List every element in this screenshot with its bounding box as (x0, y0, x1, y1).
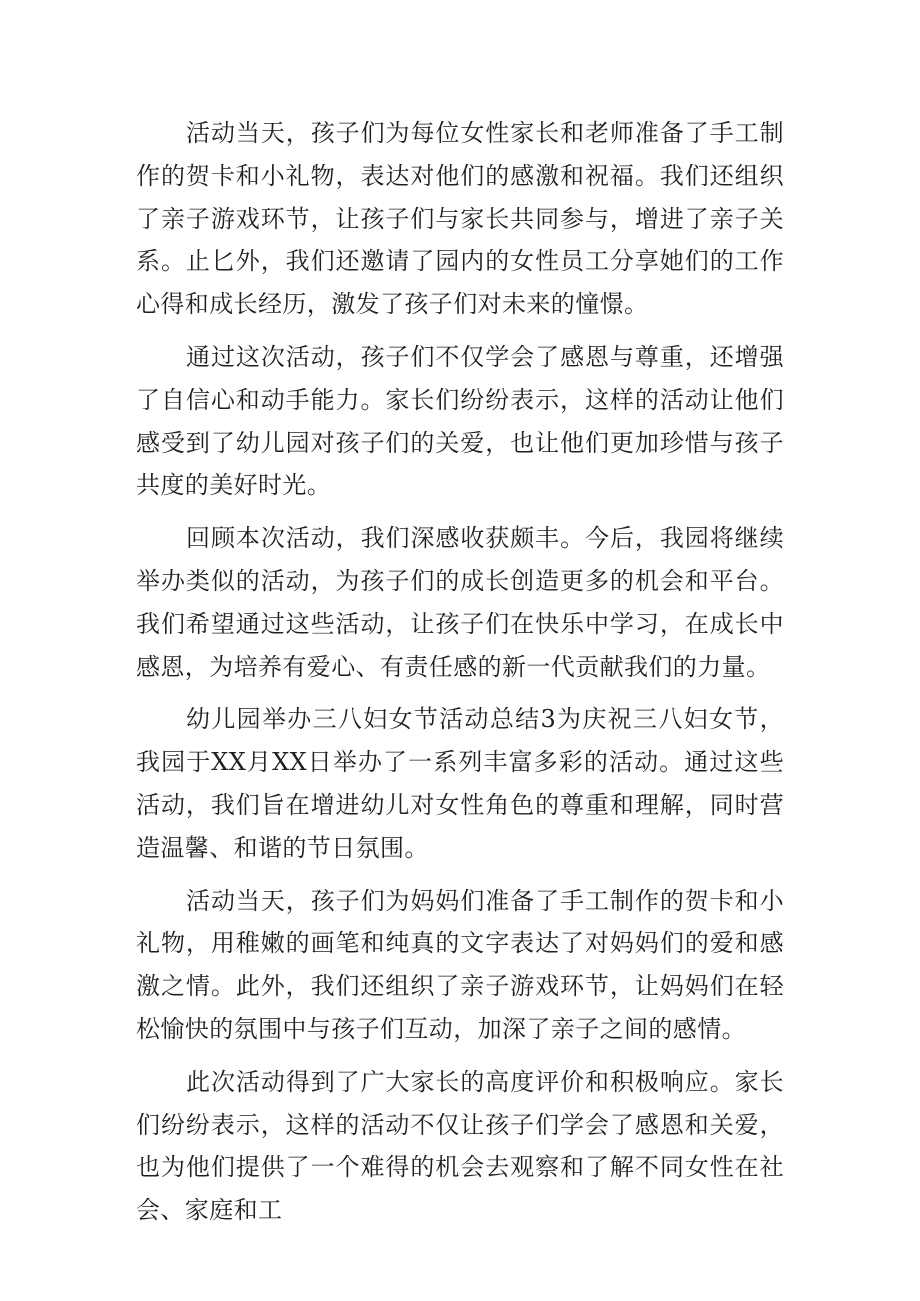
paragraph-6: 此次活动得到了广大家长的高度评价和积极响应。家长们纷纷表示，这样的活动不仅让孩子们学会了感恩和关爱，也为他们提供了一个难得的机会去观察和了解不同女性在社会、家庭和工 (136, 1067, 784, 1225)
paragraph-1: 活动当天，孩子们为每位女性家长和老师准备了手工制作的贺卡和小礼物，表达对他们的感激和祝福。我们还组织了亲子游戏环节，让孩子们与家长共同参与，增进了亲子关系。止匕外，我们还邀请了园内的女性员工分享她们的工作心得和成长经历，激发了孩子们对未来的憧憬。 (136, 119, 784, 319)
paragraph-2: 通过这次活动，孩子们不仅学会了感恩与尊重，还增强了自信心和动手能力。家长们纷纷表示，这样的活动让他们感受到了幼儿园对孩子们的关爱，也让他们更加珍惜与孩子共度的美好时光。 (136, 342, 784, 500)
paragraph-5: 活动当天，孩子们为妈妈们准备了手工制作的贺卡和小礼物，用稚嫩的画笔和纯真的文字表达了对妈妈们的爱和感激之情。此外，我们还组织了亲子游戏环节，让妈妈们在轻松愉快的氛围中与孩子们互动，加深了亲子之间的感情。 (136, 886, 784, 1043)
paragraph-4: 幼儿园举办三八妇女节活动总结3为庆祝三八妇女节，我园于XX月XX日举办了一系列丰富多彩的活动。通过这些活动，我们旨在增进幼儿对女性角色的尊重和理解，同时营造温馨、和谐的节日氛围。 (136, 705, 784, 862)
paragraph-3: 回顾本次活动，我们深感收获颇丰。今后，我园将继续举办类似的活动，为孩子们的成长创造更多的机会和平台。我们希望通过这些活动，让孩子们在快乐中学习，在成长中感恩，为培养有爱心、有责任感的新一代贡献我们的力量。 (136, 524, 784, 681)
